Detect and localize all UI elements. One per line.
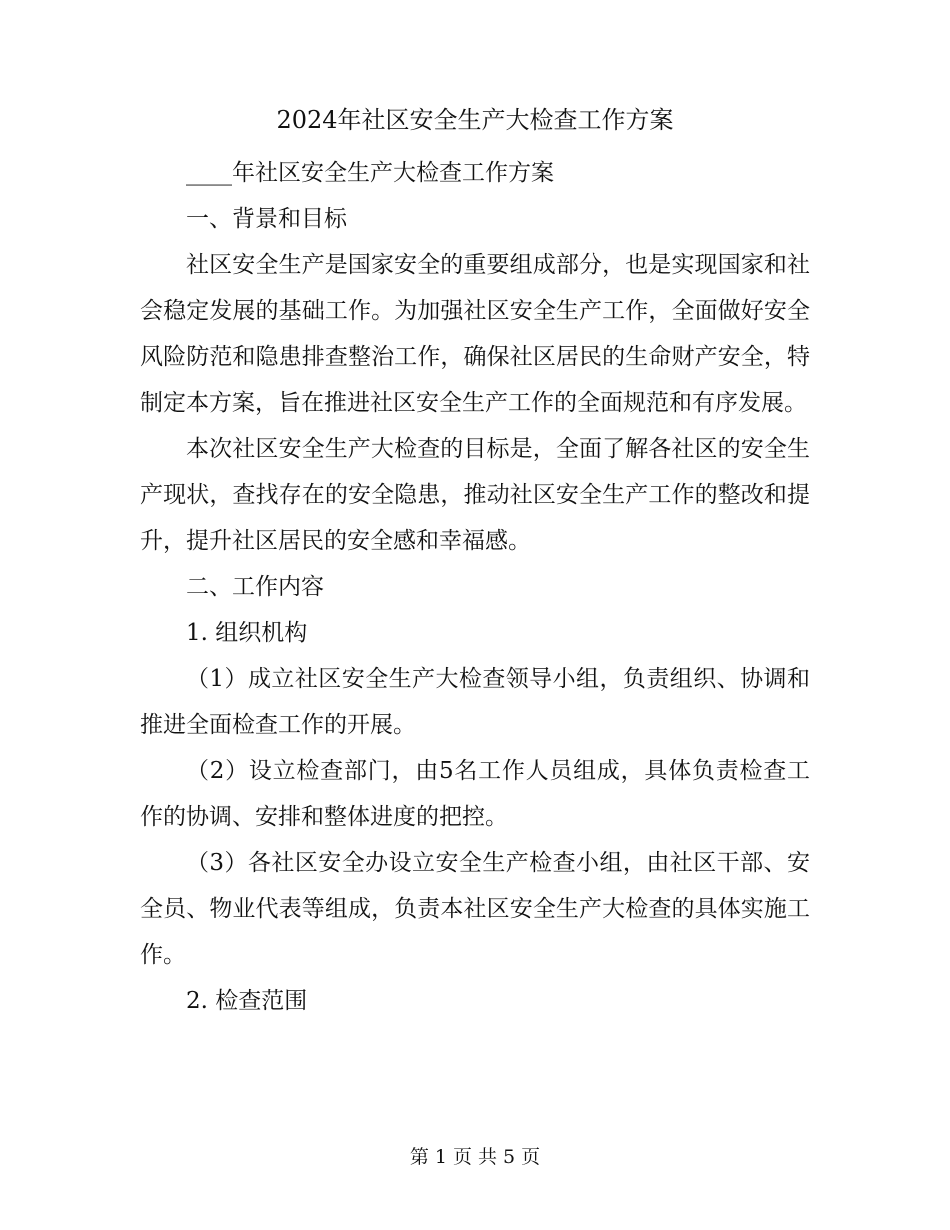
list-item: （3）各社区安全办设立安全生产检查小组，由社区干部、安全员、物业代表等组成，负责本社区安全生产大检查的具体实施工作。: [140, 850, 810, 968]
document-title: 2024年社区安全生产大检查工作方案: [276, 106, 674, 134]
list-item: （1）成立社区安全生产大检查领导小组，负责组织、协调和推进全面检查工作的开展。: [140, 666, 810, 738]
list-item: （2）设立检查部门，由5名工作人员组成，具体负责检查工作的协调、安排和整体进度的把控。: [140, 758, 810, 830]
subsection-heading: 1. 组织机构: [186, 620, 308, 646]
page-footer: 第 1 页 共 5 页: [409, 1146, 541, 1168]
body-paragraph: 社区安全生产是国家安全的重要组成部分，也是实现国家和社会稳定发展的基础工作。为加强社区安全生产工作，全面做好安全风险防范和隐患排查整治工作，确保社区居民的生命财产安全，特制定本方案，旨在推进社区安全生产工作的全面规范和有序发展。: [140, 252, 810, 416]
subsection-heading: 2. 检查范围: [186, 988, 308, 1014]
section-heading: 一、背景和目标: [186, 206, 347, 232]
subtitle-paragraph: ____年社区安全生产大检查工作方案: [186, 160, 554, 186]
body-paragraph: 本次社区安全生产大检查的目标是，全面了解各社区的安全生产现状，查找存在的安全隐患，推动社区安全生产工作的整改和提升，提升社区居民的安全感和幸福感。: [140, 436, 810, 554]
document-body: [140, 150, 810, 1024]
section-heading: 二、工作内容: [186, 574, 324, 600]
